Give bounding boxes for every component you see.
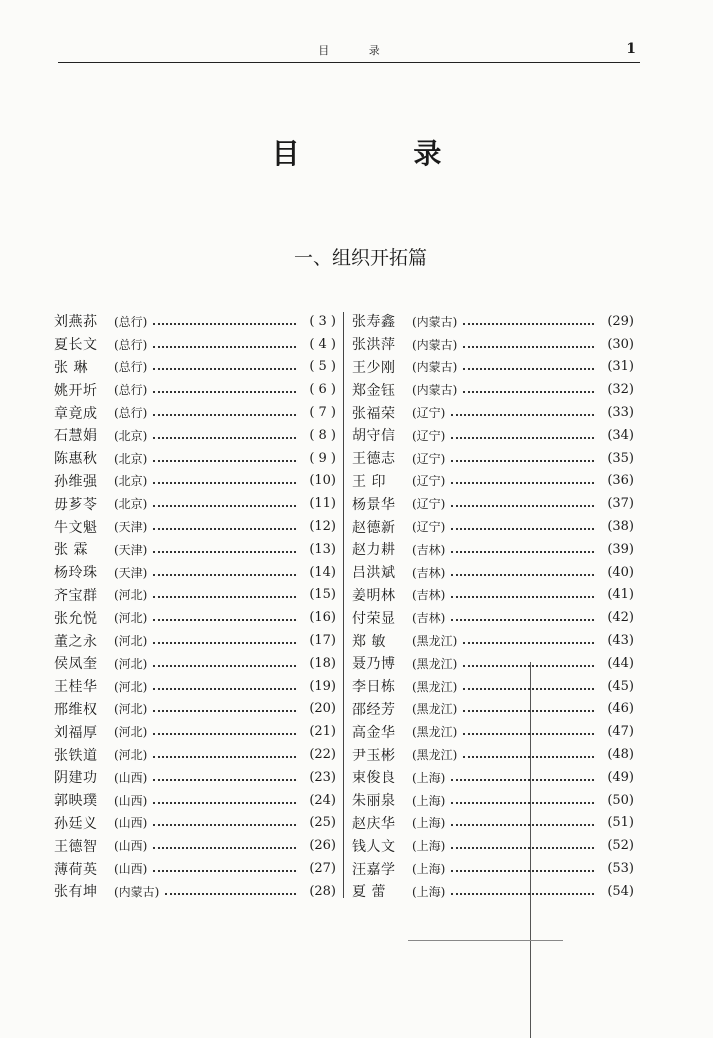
- toc-entry[interactable]: [54, 857, 336, 880]
- toc-entry[interactable]: [352, 698, 634, 721]
- toc-entry[interactable]: [352, 720, 634, 743]
- dot-leader: [153, 823, 296, 826]
- toc-entry[interactable]: [352, 538, 634, 561]
- entry-name: 邵经芳: [352, 701, 396, 718]
- dot-leader: [463, 664, 594, 667]
- toc-entry[interactable]: [54, 675, 336, 698]
- entry-page-number: (18): [309, 655, 336, 671]
- entry-name: 张 霖: [54, 542, 88, 559]
- dot-leader: [463, 687, 594, 690]
- entry-page-number: (39): [607, 541, 634, 557]
- entry-region: (内蒙古): [412, 314, 458, 329]
- entry-page-number: (43): [607, 633, 634, 649]
- entry-name: 刘福厚: [54, 724, 98, 741]
- entry-region: (山西): [114, 862, 148, 877]
- toc-entry[interactable]: [54, 310, 336, 333]
- entry-name: 张福荣: [352, 405, 396, 422]
- dot-leader: [153, 527, 296, 530]
- toc-entry[interactable]: [352, 447, 634, 470]
- dot-leader: [153, 664, 296, 667]
- entry-region: (吉林): [412, 611, 446, 626]
- dot-leader: [463, 641, 594, 644]
- dot-leader: [153, 755, 296, 758]
- toc-entry[interactable]: [352, 743, 634, 766]
- dot-leader: [451, 550, 594, 553]
- dot-leader: [153, 322, 296, 325]
- toc-entry[interactable]: [54, 606, 336, 629]
- entry-name: 束俊良: [352, 770, 396, 787]
- entry-page-number: (20): [309, 701, 336, 717]
- toc-column-left: [54, 310, 336, 903]
- toc-entry[interactable]: [54, 720, 336, 743]
- dot-leader: [153, 687, 296, 690]
- toc-entry[interactable]: [352, 789, 634, 812]
- entry-region: (辽宁): [412, 497, 446, 512]
- entry-region: (黑龙江): [412, 725, 458, 740]
- entry-region: (黑龙江): [412, 748, 458, 763]
- entry-region: (内蒙古): [114, 884, 160, 899]
- entry-region: (上海): [412, 793, 446, 808]
- entry-page-number: (37): [607, 496, 634, 512]
- entry-region: (上海): [412, 770, 446, 785]
- entry-name: 赵德新: [352, 519, 396, 536]
- entry-name: 高金华: [352, 724, 396, 741]
- entry-name: 赵力耕: [352, 542, 396, 559]
- running-header: [58, 42, 640, 63]
- entry-name: 齐宝群: [54, 587, 98, 604]
- entry-page-number: (31): [607, 359, 634, 375]
- entry-region: (河北): [114, 634, 148, 649]
- entry-name: 朱丽泉: [352, 793, 396, 810]
- entry-region: (总行): [114, 383, 148, 398]
- toc-entry[interactable]: [352, 515, 634, 538]
- dot-leader: [463, 390, 594, 393]
- entry-region: (辽宁): [412, 451, 446, 466]
- entry-name: 王少刚: [352, 359, 396, 376]
- entry-page-number: (36): [607, 473, 634, 489]
- dot-leader: [153, 436, 296, 439]
- dot-leader: [153, 595, 296, 598]
- entry-region: (北京): [114, 474, 148, 489]
- toc-entry[interactable]: [54, 492, 336, 515]
- dot-leader: [153, 709, 296, 712]
- dot-leader: [153, 481, 296, 484]
- entry-region: (黑龙江): [412, 702, 458, 717]
- entry-page-number: (29): [607, 313, 634, 329]
- dot-leader: [451, 801, 594, 804]
- entry-region: (总行): [114, 406, 148, 421]
- entry-name: 阴建功: [54, 770, 98, 787]
- entry-page-number: ( 5 ): [309, 359, 336, 375]
- dot-leader: [153, 801, 296, 804]
- entry-region: (河北): [114, 679, 148, 694]
- toc-entry[interactable]: [54, 515, 336, 538]
- entry-name: 郭映璞: [54, 793, 98, 810]
- entry-name: 王德志: [352, 451, 396, 468]
- entry-region: (内蒙古): [412, 337, 458, 352]
- toc-entry[interactable]: [352, 492, 634, 515]
- entry-page-number: (50): [607, 792, 634, 808]
- dot-leader: [451, 481, 594, 484]
- entry-region: (辽宁): [412, 474, 446, 489]
- toc-entry[interactable]: [352, 606, 634, 629]
- entry-page-number: (22): [309, 747, 336, 763]
- dot-leader: [153, 618, 296, 621]
- entry-page-number: ( 4 ): [309, 336, 336, 352]
- entry-page-number: (27): [309, 861, 336, 877]
- toc-entry[interactable]: [54, 401, 336, 424]
- entry-page-number: (30): [607, 336, 634, 352]
- entry-region: (河北): [114, 748, 148, 763]
- entry-region: (辽宁): [412, 428, 446, 443]
- entry-region: (吉林): [412, 588, 446, 603]
- entry-region: (北京): [114, 451, 148, 466]
- toc-entry[interactable]: [352, 470, 634, 493]
- entry-name: 郑金钰: [352, 382, 396, 399]
- entry-page-number: (14): [309, 564, 336, 580]
- entry-name: 陈惠秋: [54, 451, 98, 468]
- toc-entry[interactable]: [54, 378, 336, 401]
- entry-name: 王德智: [54, 838, 98, 855]
- dot-leader: [153, 778, 296, 781]
- entry-page-number: (13): [309, 541, 336, 557]
- entry-page-number: (49): [607, 769, 634, 785]
- dot-leader: [153, 367, 296, 370]
- entry-region: (河北): [114, 611, 148, 626]
- toc-entry[interactable]: [352, 584, 634, 607]
- entry-page-number: ( 9 ): [309, 450, 336, 466]
- entry-page-number: (35): [607, 450, 634, 466]
- entry-page-number: ( 3 ): [309, 313, 336, 329]
- toc-entry[interactable]: [54, 743, 336, 766]
- toc-entry[interactable]: [352, 857, 634, 880]
- entry-page-number: (47): [607, 724, 634, 740]
- entry-region: (北京): [114, 497, 148, 512]
- entry-page-number: (23): [309, 769, 336, 785]
- entry-page-number: (16): [309, 610, 336, 626]
- scan-artifact-line-vertical: [530, 662, 531, 1038]
- entry-page-number: ( 7 ): [309, 405, 336, 421]
- toc-entry[interactable]: [54, 834, 336, 857]
- entry-name: 张铁道: [54, 747, 98, 764]
- dot-leader: [153, 573, 296, 576]
- dot-leader: [153, 345, 296, 348]
- dot-leader: [463, 755, 594, 758]
- entry-name: 刘燕荪: [54, 314, 98, 331]
- entry-page-number: (24): [309, 792, 336, 808]
- section-title: 一、组织开拓篇: [293, 247, 427, 269]
- toc-entry[interactable]: [54, 766, 336, 789]
- entry-page-number: (28): [309, 883, 336, 899]
- entry-page-number: (53): [607, 861, 634, 877]
- entry-name: 钱人文: [352, 838, 396, 855]
- entry-name: 赵庆华: [352, 815, 396, 832]
- toc-entry[interactable]: [54, 629, 336, 652]
- scan-artifact-line-horizontal: [408, 940, 563, 941]
- entry-name: 薄荷英: [54, 861, 98, 878]
- dot-leader: [153, 413, 296, 416]
- entry-region: (上海): [412, 862, 446, 877]
- entry-region: (北京): [114, 428, 148, 443]
- entry-region: (山西): [114, 793, 148, 808]
- dot-leader: [463, 345, 594, 348]
- toc-entry[interactable]: [352, 834, 634, 857]
- entry-region: (辽宁): [412, 406, 446, 421]
- entry-name: 吕洪斌: [352, 565, 396, 582]
- entry-region: (内蒙古): [412, 360, 458, 375]
- dot-leader: [463, 732, 594, 735]
- dot-leader: [153, 550, 296, 553]
- toc-entry[interactable]: [54, 470, 336, 493]
- entry-page-number: (33): [607, 405, 634, 421]
- entry-page-number: (42): [607, 610, 634, 626]
- entry-page-number: (54): [607, 883, 634, 899]
- dot-leader: [451, 504, 594, 507]
- entry-name: 汪嘉学: [352, 861, 396, 878]
- dot-leader: [451, 892, 594, 895]
- toc-entry[interactable]: [54, 356, 336, 379]
- entry-region: (上海): [412, 884, 446, 899]
- entry-name: 牛文魁: [54, 519, 98, 536]
- dot-leader: [451, 846, 594, 849]
- entry-page-number: (32): [607, 382, 634, 398]
- toc-entry[interactable]: [54, 584, 336, 607]
- entry-name: 侯凤奎: [54, 656, 98, 673]
- toc-entry[interactable]: [352, 401, 634, 424]
- toc-entry[interactable]: [352, 424, 634, 447]
- entry-page-number: (45): [607, 678, 634, 694]
- toc-entry[interactable]: [54, 447, 336, 470]
- entry-page-number: (15): [309, 587, 336, 603]
- dot-leader: [153, 846, 296, 849]
- entry-name: 张有坤: [54, 884, 98, 901]
- entry-region: (上海): [412, 839, 446, 854]
- dot-leader: [451, 618, 594, 621]
- entry-page-number: (10): [309, 473, 336, 489]
- entry-name: 胡守信: [352, 428, 396, 445]
- entry-page-number: (17): [309, 633, 336, 649]
- entry-name: 毋芗苓: [54, 496, 98, 513]
- entry-page-number: (38): [607, 519, 634, 535]
- toc-entry[interactable]: [352, 561, 634, 584]
- entry-region: (总行): [114, 314, 148, 329]
- toc-entry[interactable]: [54, 812, 336, 835]
- entry-region: (上海): [412, 816, 446, 831]
- entry-region: (黑龙江): [412, 634, 458, 649]
- entry-name: 夏 蕾: [352, 884, 386, 901]
- entry-name: 邢维权: [54, 701, 98, 718]
- toc-entry[interactable]: [54, 789, 336, 812]
- entry-name: 夏长文: [54, 337, 98, 354]
- entry-name: 杨玲珠: [54, 565, 98, 582]
- entry-name: 李日栋: [352, 679, 396, 696]
- toc-entry[interactable]: [54, 538, 336, 561]
- toc-entry[interactable]: [352, 310, 634, 333]
- running-header-page-number: 1: [626, 41, 636, 57]
- dot-leader: [451, 778, 594, 781]
- entry-name: 张允悦: [54, 610, 98, 627]
- entry-region: (山西): [114, 770, 148, 785]
- entry-name: 尹玉彬: [352, 747, 396, 764]
- entry-page-number: (11): [309, 496, 336, 512]
- entry-page-number: (51): [607, 815, 634, 831]
- toc-entry[interactable]: [352, 629, 634, 652]
- toc-entry[interactable]: [352, 652, 634, 675]
- entry-name: 王桂华: [54, 679, 98, 696]
- entry-region: (黑龙江): [412, 656, 458, 671]
- entry-page-number: (40): [607, 564, 634, 580]
- dot-leader: [463, 367, 594, 370]
- entry-page-number: (21): [309, 724, 336, 740]
- entry-region: (内蒙古): [412, 383, 458, 398]
- toc-entry[interactable]: [54, 561, 336, 584]
- toc-entry[interactable]: [54, 333, 336, 356]
- entry-page-number: (48): [607, 747, 634, 763]
- entry-region: (河北): [114, 725, 148, 740]
- toc-entry[interactable]: [54, 698, 336, 721]
- entry-name: 郑 敏: [352, 633, 386, 650]
- entry-name: 姚开圻: [54, 382, 98, 399]
- entry-region: (天津): [114, 565, 148, 580]
- toc-entry[interactable]: [352, 812, 634, 835]
- dot-leader: [153, 732, 296, 735]
- dot-leader: [153, 504, 296, 507]
- page-title: 目 录: [271, 137, 494, 170]
- dot-leader: [451, 413, 594, 416]
- entry-name: 姜明林: [352, 587, 396, 604]
- toc-entry[interactable]: [352, 675, 634, 698]
- entry-region: (吉林): [412, 542, 446, 557]
- dot-leader: [153, 641, 296, 644]
- entry-name: 付荣显: [352, 610, 396, 627]
- toc-entry[interactable]: [54, 880, 336, 903]
- entry-region: (河北): [114, 656, 148, 671]
- entry-page-number: (41): [607, 587, 634, 603]
- entry-region: (辽宁): [412, 520, 446, 535]
- entry-name: 张 琳: [54, 359, 88, 376]
- toc-entry[interactable]: [54, 652, 336, 675]
- entry-page-number: (26): [309, 838, 336, 854]
- toc-entry[interactable]: [352, 880, 634, 903]
- entry-name: 章竟成: [54, 405, 98, 422]
- entry-region: (山西): [114, 816, 148, 831]
- entry-page-number: (25): [309, 815, 336, 831]
- entry-region: (河北): [114, 588, 148, 603]
- entry-region: (吉林): [412, 565, 446, 580]
- entry-region: (河北): [114, 702, 148, 717]
- entry-name: 张洪萍: [352, 337, 396, 354]
- entry-page-number: (19): [309, 678, 336, 694]
- entry-name: 聂乃博: [352, 656, 396, 673]
- dot-leader: [451, 459, 594, 462]
- entry-name: 董之永: [54, 633, 98, 650]
- dot-leader: [153, 869, 296, 872]
- entry-region: (黑龙江): [412, 679, 458, 694]
- entry-page-number: (44): [607, 655, 634, 671]
- entry-region: (总行): [114, 337, 148, 352]
- dot-leader: [451, 573, 594, 576]
- entry-page-number: (46): [607, 701, 634, 717]
- dot-leader: [451, 869, 594, 872]
- entry-page-number: ( 8 ): [309, 427, 336, 443]
- dot-leader: [451, 436, 594, 439]
- entry-region: (天津): [114, 520, 148, 535]
- entry-page-number: (34): [607, 427, 634, 443]
- dot-leader: [153, 390, 296, 393]
- entry-name: 石慧娟: [54, 428, 98, 445]
- column-divider: [343, 312, 344, 898]
- dot-leader: [463, 322, 594, 325]
- entry-name: 孙维强: [54, 473, 98, 490]
- entry-region: (天津): [114, 542, 148, 557]
- entry-region: (山西): [114, 839, 148, 854]
- dot-leader: [463, 709, 594, 712]
- dot-leader: [165, 892, 296, 895]
- toc-column-right: [352, 310, 634, 903]
- toc-entry[interactable]: [352, 356, 634, 379]
- toc-entry[interactable]: [352, 766, 634, 789]
- dot-leader: [153, 459, 296, 462]
- entry-page-number: (12): [309, 519, 336, 535]
- dot-leader: [451, 595, 594, 598]
- entry-page-number: ( 6 ): [309, 382, 336, 398]
- entry-name: 王 印: [352, 473, 386, 490]
- entry-page-number: (52): [607, 838, 634, 854]
- running-header-title: 目 录: [318, 44, 398, 57]
- toc-entry[interactable]: [352, 333, 634, 356]
- toc-entry[interactable]: [54, 424, 336, 447]
- dot-leader: [451, 823, 594, 826]
- entry-name: 孙廷义: [54, 815, 98, 832]
- dot-leader: [451, 527, 594, 530]
- toc-entry[interactable]: [352, 378, 634, 401]
- entry-name: 杨景华: [352, 496, 396, 513]
- entry-name: 张寿鑫: [352, 314, 396, 331]
- entry-region: (总行): [114, 360, 148, 375]
